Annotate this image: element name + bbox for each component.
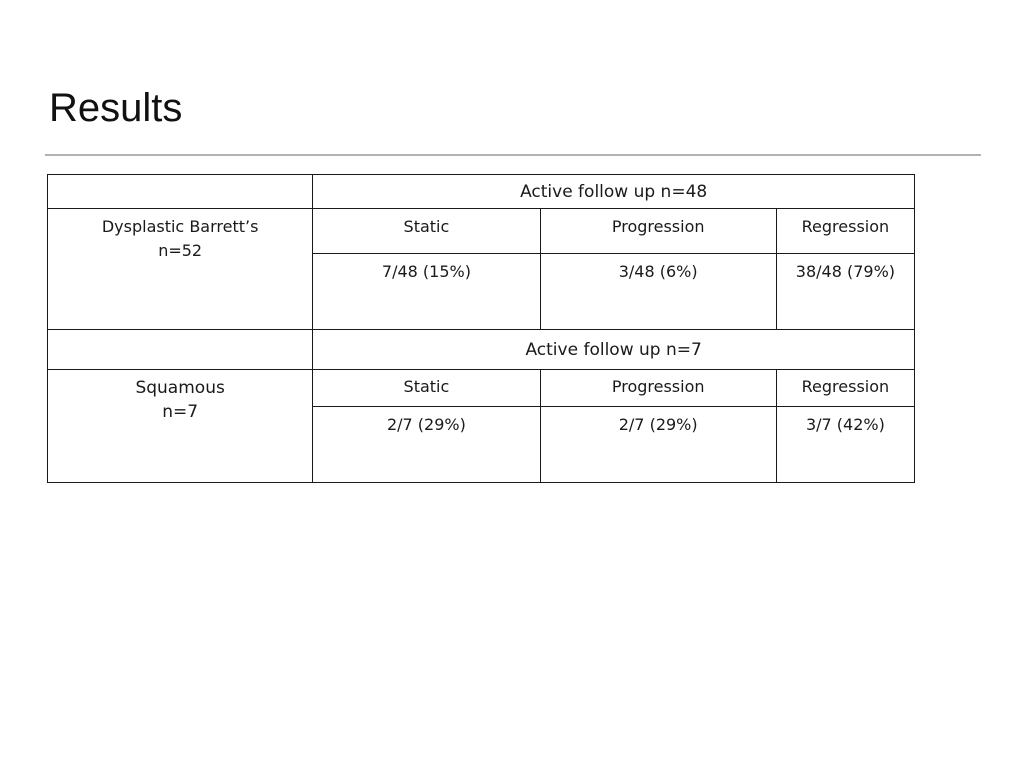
- group-label-name: Dysplastic Barrett’s: [101, 217, 259, 236]
- follow-up-header: Active follow up n=48: [313, 175, 915, 209]
- value-regression: 3/7 (42%): [776, 407, 914, 483]
- group-label-name: Squamous: [135, 378, 225, 398]
- slide-title: Results: [49, 86, 183, 130]
- value-regression: 38/48 (79%): [776, 254, 914, 330]
- group-label-count: n=7: [162, 402, 199, 422]
- group-label-cell: [48, 370, 313, 483]
- column-header-progression: Progression: [540, 209, 776, 254]
- title-divider: [45, 154, 981, 156]
- column-header-regression: Regression: [776, 370, 914, 407]
- column-header-regression: Regression: [776, 209, 914, 254]
- follow-up-header: Active follow up n=7: [313, 330, 915, 370]
- table-row: [48, 330, 915, 370]
- table-row: [48, 209, 915, 254]
- value-static: 7/48 (15%): [313, 254, 540, 330]
- value-static: 2/7 (29%): [313, 407, 540, 483]
- column-header-static: Static: [313, 209, 540, 254]
- value-progression: 2/7 (29%): [540, 407, 776, 483]
- group-label: [48, 370, 312, 424]
- results-table: [47, 174, 915, 483]
- column-header-static: Static: [313, 370, 540, 407]
- group-label-count: n=52: [158, 241, 203, 260]
- column-header-progression: Progression: [540, 370, 776, 407]
- empty-header-cell: [48, 175, 313, 209]
- table-row: [48, 175, 915, 209]
- value-progression: 3/48 (6%): [540, 254, 776, 330]
- group-label-cell: [48, 209, 313, 330]
- empty-header-cell: [48, 330, 313, 370]
- group-label: [48, 209, 312, 263]
- table-row: [48, 370, 915, 407]
